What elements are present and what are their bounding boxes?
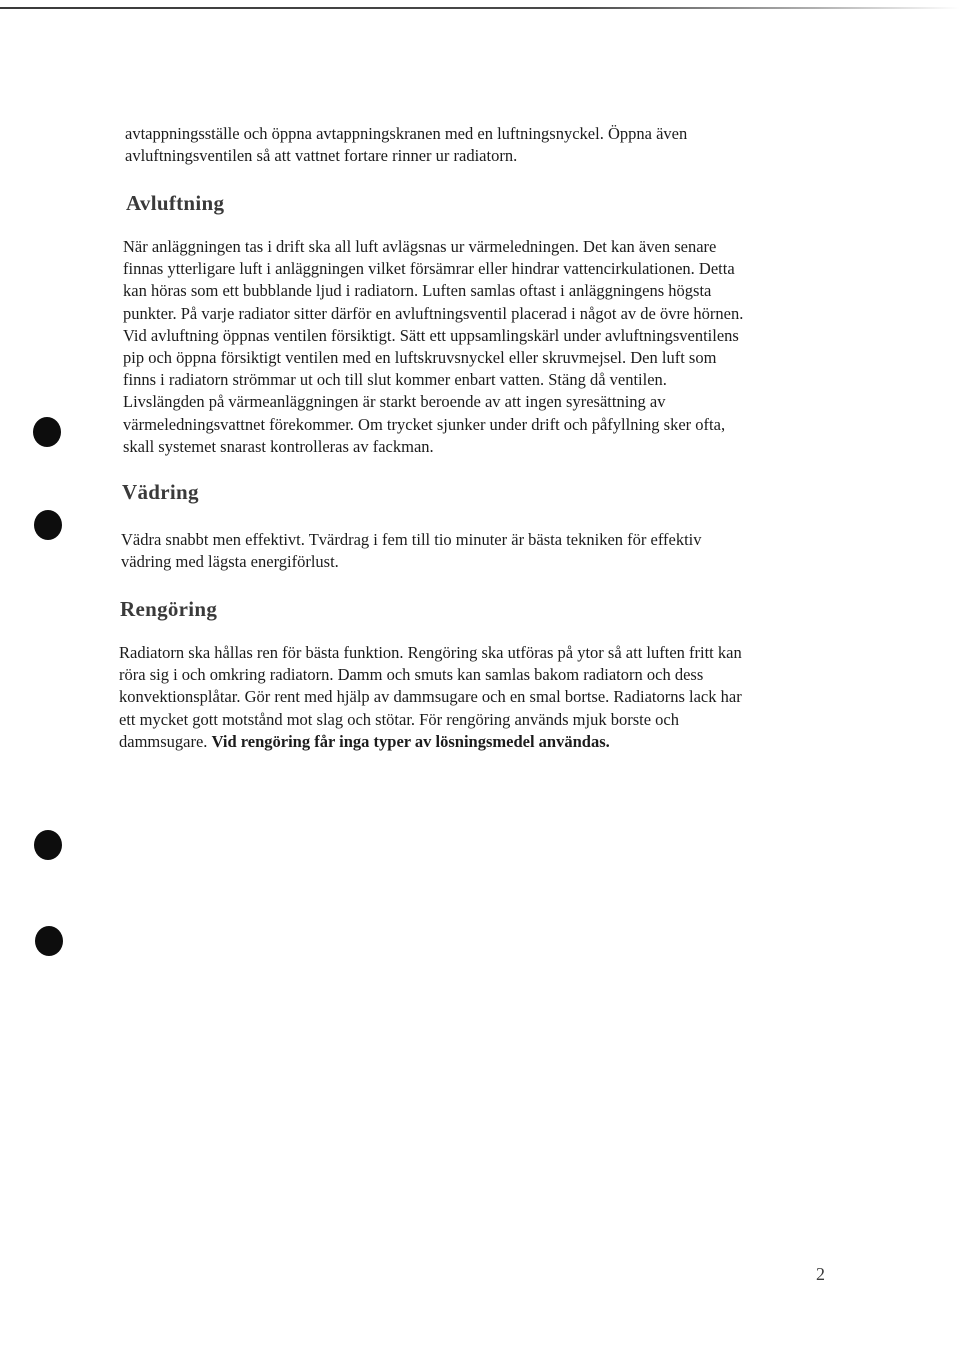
punch-hole xyxy=(35,926,63,956)
scan-edge-line xyxy=(0,7,960,9)
text-line: vädring med lägsta energiförlust. xyxy=(121,552,339,572)
punch-hole xyxy=(33,417,61,447)
heading-avluftning: Avluftning xyxy=(126,191,225,215)
punch-hole xyxy=(34,830,62,860)
text-run: dammsugare. xyxy=(119,731,212,751)
text-line: avluftningsventilen så att vattnet fortare rinner ur radiatorn. xyxy=(125,146,518,166)
vadring-paragraph xyxy=(121,529,841,573)
warning-text: Vid rengöring får inga typer av lösningsmedel användas. xyxy=(211,731,610,751)
text-line: konvektionsplåtar. Gör rent med hjälp av dammsugare och en smal bortse. Radiatorns lack har xyxy=(119,687,742,707)
text-line: ett mycket gott motstånd mot slag och stötar. För rengöring används mjuk borste och xyxy=(119,709,679,729)
text-line: avtappningsställe och öppna avtappningskranen med en luftningsnyckel. Öppna även xyxy=(125,124,688,143)
rengoring-paragraph xyxy=(119,642,839,753)
text-line: punkter. På varje radiator sitter därför en avluftningsventil placerad i något av de övre hörnen. xyxy=(123,303,744,323)
text-line: finnas ytterligare luft i anläggningen vilket försämrar eller hindrar vattencirkulationen. Detta xyxy=(123,259,735,279)
text-line-final xyxy=(119,731,839,753)
intro-paragraph xyxy=(125,123,845,167)
text-line: Vädra snabbt men effektivt. Tvärdrag i fem till tio minuter är bästa tekniken för effektiv xyxy=(121,530,702,549)
heading-vadring: Vädring xyxy=(122,480,199,504)
text-line: kan höras som ett bubblande ljud i radiatorn. Luften samlas oftast i anläggningens högsta xyxy=(123,281,712,301)
page-number: 2 xyxy=(816,1264,825,1284)
heading-rengoring: Rengöring xyxy=(120,597,218,621)
text-line: finns i radiatorn strömmar ut och till slut kommer enbart vatten. Stäng då ventilen. xyxy=(123,370,667,390)
text-line: När anläggningen tas i drift ska all luft avlägsnas ur värmeledningen. Det kan även senare xyxy=(123,237,717,256)
avluftning-paragraph xyxy=(123,236,843,458)
text-line: värmeledningsvattnet förekommer. Om trycket sjunker under drift och påfyllning sker ofta, xyxy=(123,414,726,434)
text-line: röra sig i och omkring radiatorn. Damm och smuts kan samlas bakom radiatorn och dess xyxy=(119,665,704,685)
text-line: Livslängden på värmeanläggningen är starkt beroende av att ingen syresättning av xyxy=(123,392,666,412)
text-line: pip och öppna försiktigt ventilen med en luftskruvsnyckel eller skruvmejsel. Den luft som xyxy=(123,348,717,368)
text-line: Radiatorn ska hållas ren för bästa funktion. Rengöring ska utföras på ytor så att luften fritt kan xyxy=(119,643,742,662)
text-line: skall systemet snarast kontrolleras av fackman. xyxy=(123,436,434,456)
punch-hole xyxy=(34,510,62,540)
text-line: Vid avluftning öppnas ventilen försiktigt. Sätt ett uppsamlingskärl under avluftningsventilens xyxy=(123,325,739,345)
